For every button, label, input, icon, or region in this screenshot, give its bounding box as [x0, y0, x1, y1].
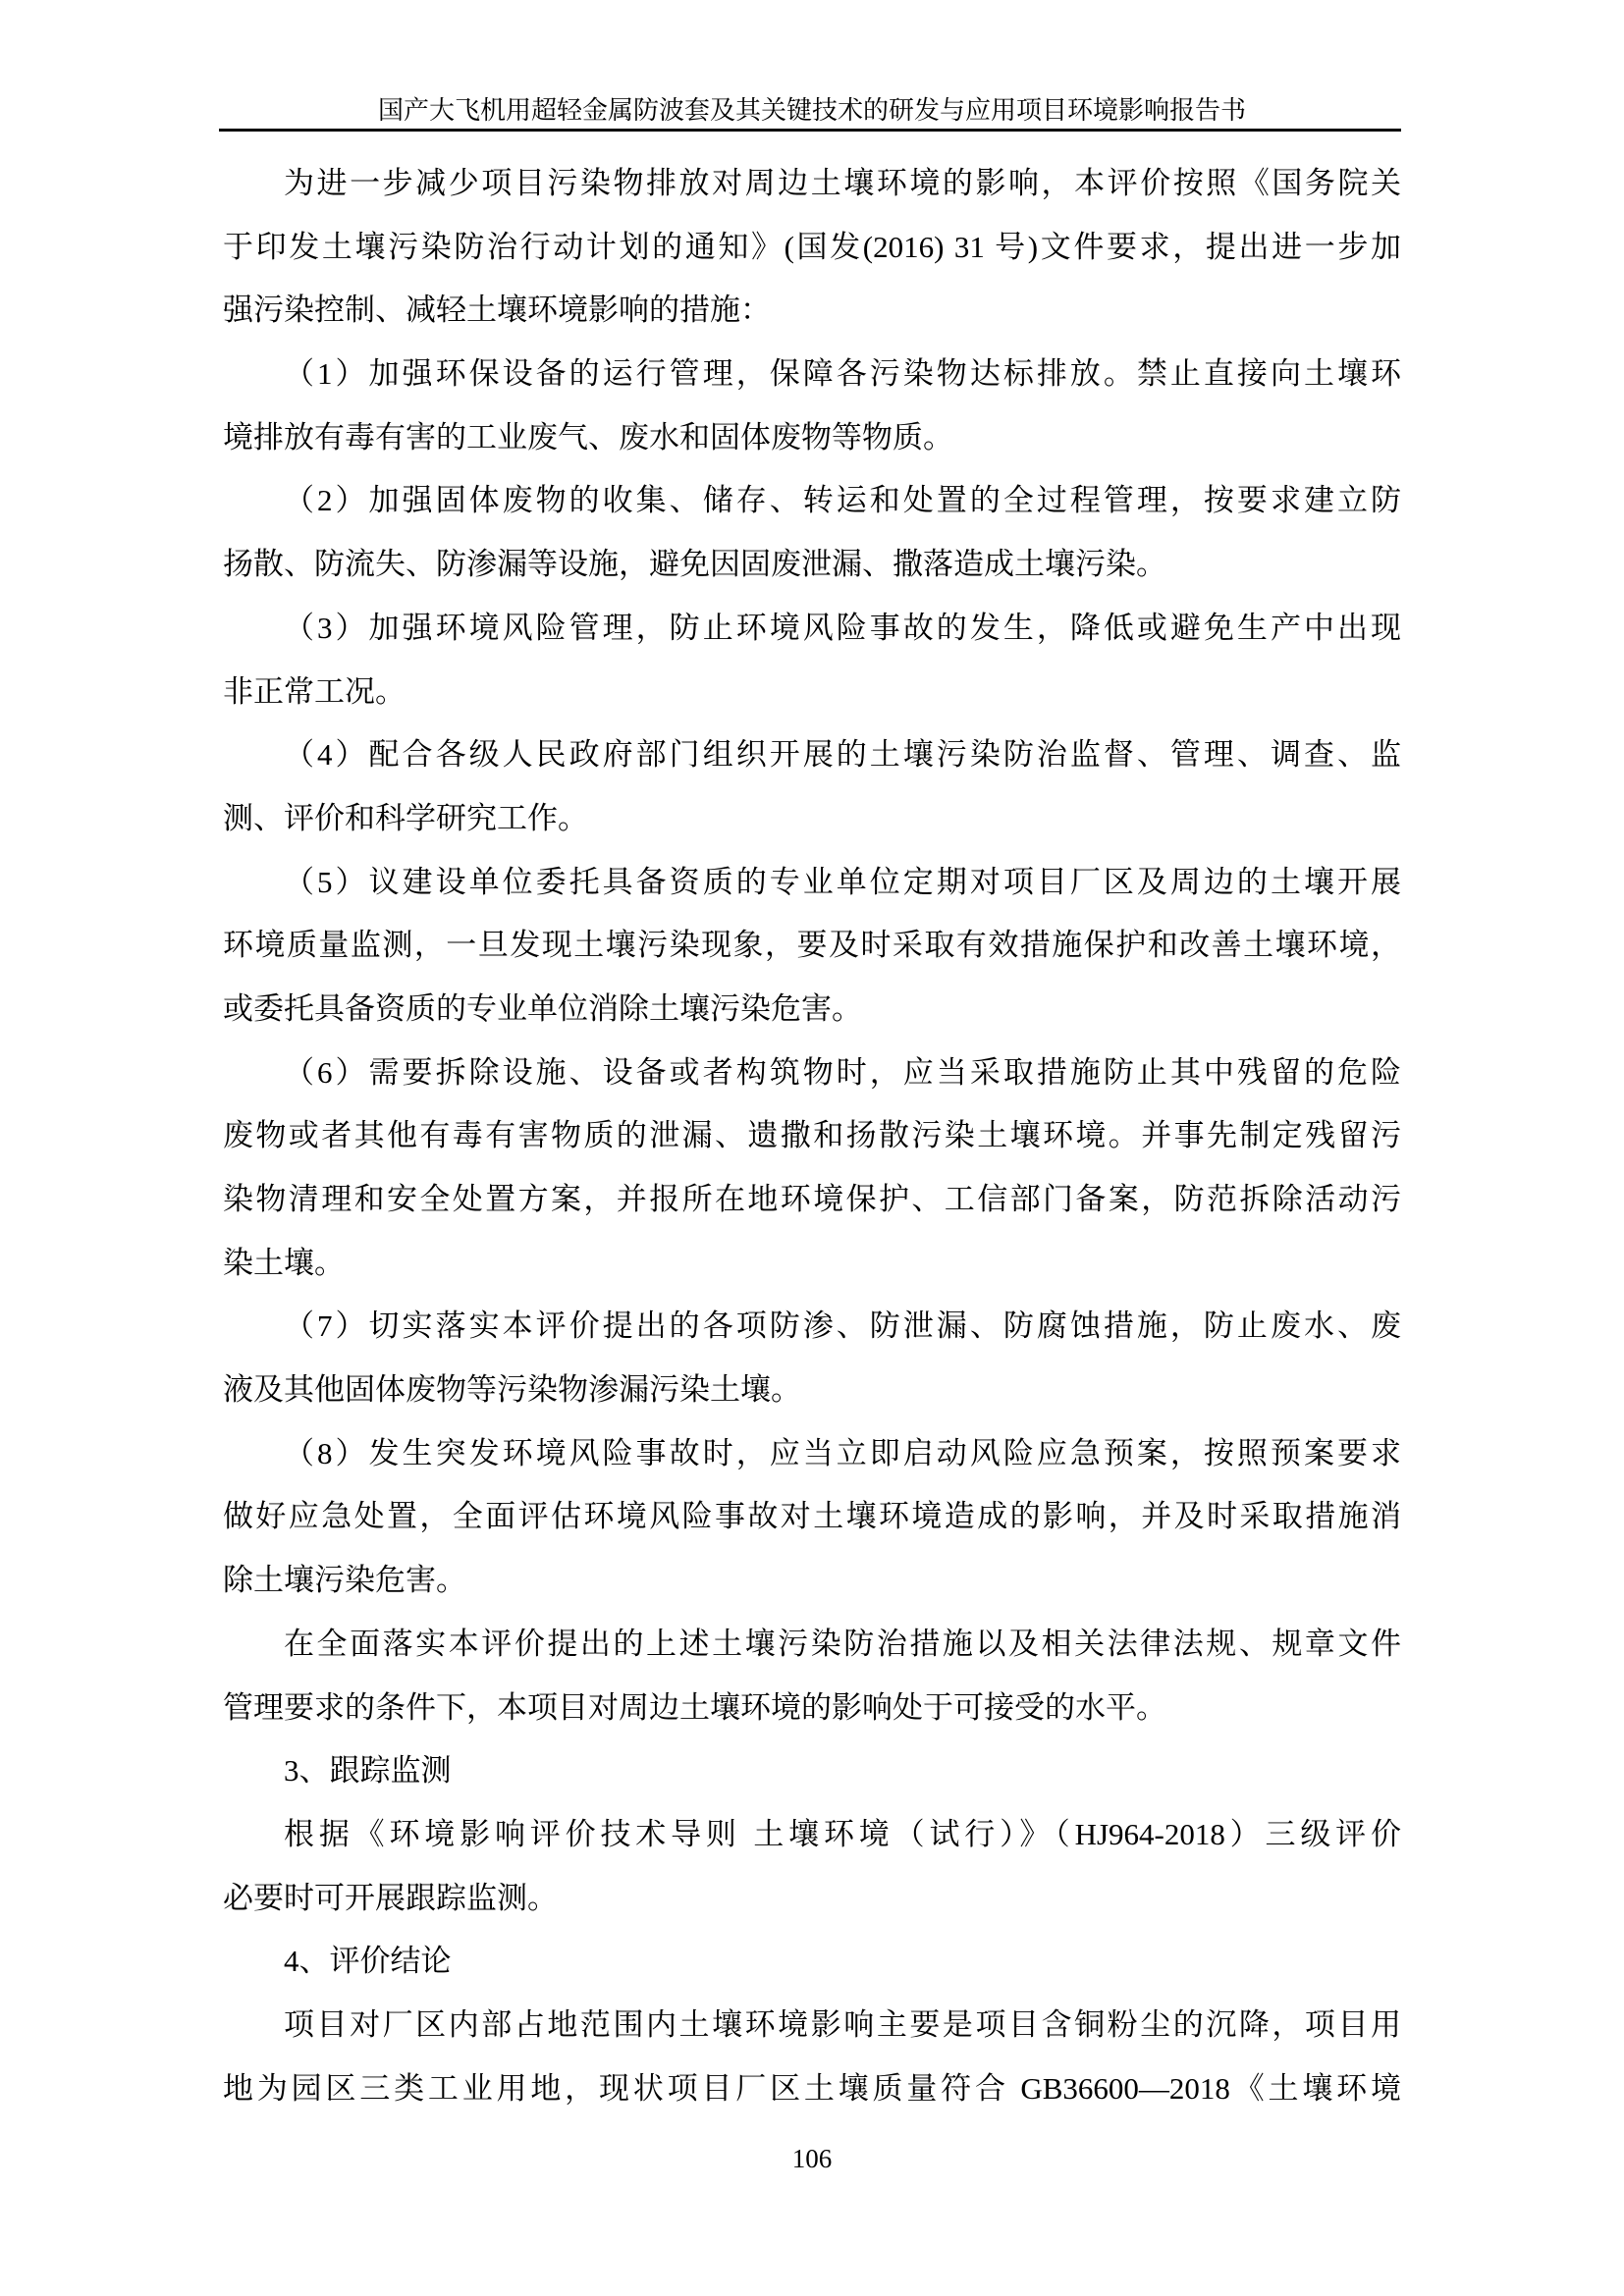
body-line: 为进一步减少项目污染物排放对周边土壤环境的影响，本评价按照《国务院关: [284, 166, 1401, 200]
body-line: 根据《环境影响评价技术导则 土壤环境（试行）》（HJ964-2018）三级评价: [284, 1816, 1401, 1851]
body-line: 强污染控制、减轻土壤环境影响的措施：: [223, 293, 771, 328]
body-line: 做好应急处置，全面评估环境风险事故对土壤环境造成的影响，并及时采取措施消: [223, 1499, 1401, 1534]
body-line: 境排放有毒有害的工业废气、废水和固体废物等物质。: [223, 419, 953, 454]
body-line: 4、评价结论: [284, 1944, 452, 1979]
body-line: （6）需要拆除设施、设备或者构筑物时，应当采取措施防止其中残留的危险: [284, 1054, 1401, 1090]
body-line: 在全面落实本评价提出的上述土壤污染防治措施以及相关法律法规、规章文件: [284, 1626, 1401, 1661]
body-line: 必要时可开展跟踪监测。: [223, 1880, 558, 1915]
header-rule: [219, 129, 1401, 132]
body-line: （4）配合各级人民政府部门组织开展的土壤污染防治监督、管理、调查、监: [284, 737, 1401, 773]
body-line: 环境质量监测，一旦发现土壤污染现象，要及时采取有效措施保护和改善土壤环境，: [223, 928, 1401, 963]
body-line: 于印发土壤污染防治行动计划的通知》(国发(2016) 31 号)文件要求，提出进一步加: [223, 229, 1401, 264]
body-line: （5）议建设单位委托具备资质的专业单位定期对项目厂区及周边的土壤开展: [284, 864, 1401, 899]
body-line: 或委托具备资质的专业单位消除土壤污染危害。: [223, 990, 862, 1026]
body-line: 染土壤。: [223, 1245, 345, 1280]
body-line: （3）加强环境风险管理，防止环境风险事故的发生，降低或避免生产中出现: [284, 610, 1401, 645]
body-line: 废物或者其他有毒有害物质的泄漏、遗撒和扬散污染土壤环境。并事先制定残留污: [223, 1118, 1401, 1153]
body-line: 染物清理和安全处置方案，并报所在地环境保护、工信部门备案，防范拆除活动污: [223, 1182, 1401, 1216]
body-line: 扬散、防流失、防渗漏等设施，避免因固废泄漏、撒落造成土壤污染。: [223, 547, 1166, 582]
body-line: （7）切实落实本评价提出的各项防渗、防泄漏、防腐蚀措施，防止废水、废: [284, 1308, 1401, 1344]
body-line: 管理要求的条件下，本项目对周边土壤环境的影响处于可接受的水平。: [223, 1689, 1166, 1725]
document-body: [223, 152, 1401, 2120]
body-line: （2）加强固体废物的收集、储存、转运和处置的全过程管理，按要求建立防: [284, 483, 1401, 518]
body-line: （8）发生突发环境风险事故时，应当立即启动风险应急预案，按照预案要求: [284, 1435, 1401, 1470]
body-line: 测、评价和科学研究工作。: [223, 800, 588, 835]
page-number: 106: [791, 2144, 833, 2173]
body-line: 液及其他固体废物等污染物渗漏污染土壤。: [223, 1372, 801, 1408]
body-line: 项目对厂区内部占地范围内土壤环境影响主要是项目含铜粉尘的沉降，项目用: [284, 2006, 1401, 2042]
body-line: （1）加强环保设备的运行管理，保障各污染物达标排放。禁止直接向土壤环: [284, 356, 1401, 392]
body-line: 除土壤污染危害。: [223, 1563, 466, 1598]
body-line: 地为园区三类工业用地，现状项目厂区土壤质量符合 GB36600—2018《土壤环境: [223, 2070, 1401, 2106]
body-line: 非正常工况。: [223, 673, 406, 709]
page-header-title: 国产大飞机用超轻金属防波套及其关键技术的研发与应用项目环境影响报告书: [377, 96, 1246, 125]
body-line: 3、跟踪监测: [284, 1753, 452, 1789]
